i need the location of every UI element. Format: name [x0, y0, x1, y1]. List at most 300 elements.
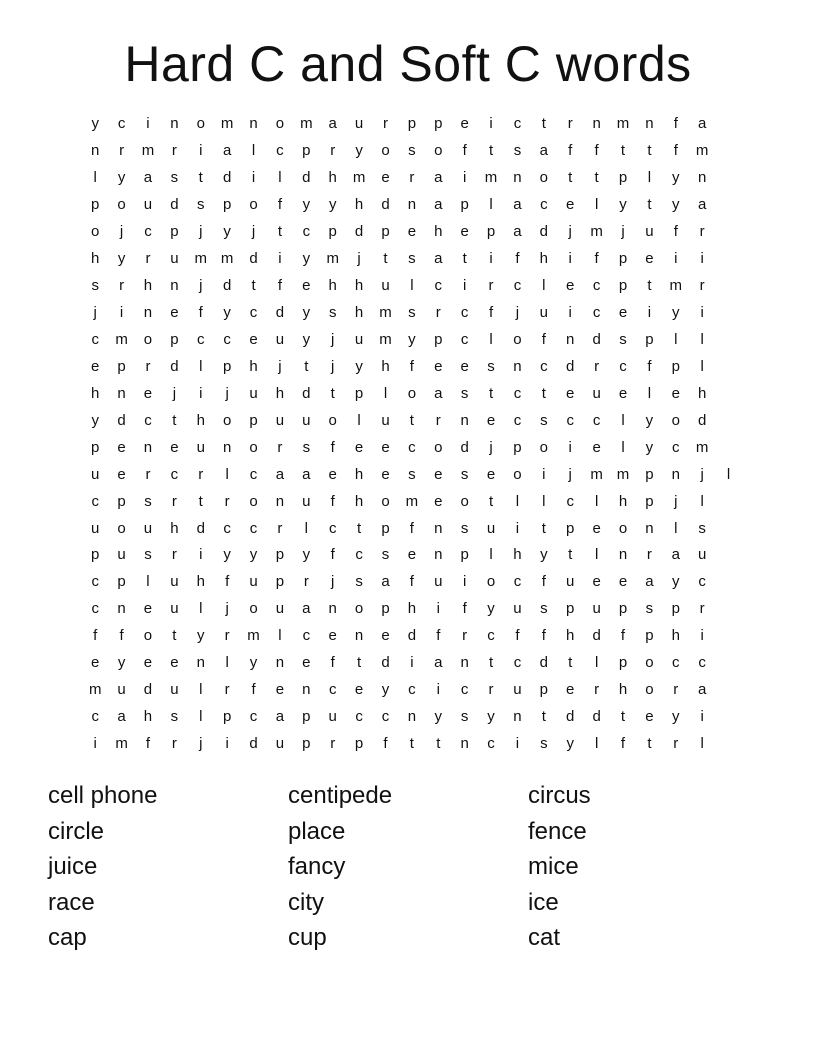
grid-letter: o [486, 573, 496, 591]
grid-letter: p [381, 519, 390, 537]
grid-letter: l [726, 465, 731, 483]
grid-letter: d [592, 330, 601, 348]
grid-letter: p [645, 492, 654, 510]
grid-letter: n [196, 654, 205, 672]
grid-letter: t [568, 546, 573, 564]
grid-letter: o [249, 196, 258, 214]
grid-letter: i [489, 115, 493, 133]
grid-letter: l [515, 492, 520, 510]
grid-letter: y [408, 330, 416, 348]
grid-letter: f [594, 250, 599, 268]
grid-letter: e [592, 438, 601, 456]
grid-letter: n [698, 169, 707, 187]
grid-letter: e [117, 465, 126, 483]
grid-letter: i [568, 304, 572, 322]
grid-letter: e [170, 438, 179, 456]
grid-letter: p [91, 546, 100, 564]
grid-letter: d [196, 519, 205, 537]
grid-letter: e [645, 250, 654, 268]
grid-letter: r [224, 492, 230, 510]
grid-row [82, 165, 738, 192]
grid-letter: a [698, 196, 707, 214]
grid-letter: u [513, 600, 522, 618]
grid-letter: c [144, 223, 152, 241]
grid-letter: e [486, 465, 496, 483]
grid-letter: y [117, 654, 126, 672]
grid-letter: t [330, 384, 335, 402]
grid-letter: j [119, 223, 124, 241]
grid-letter: e [671, 384, 680, 402]
grid-letter: n [434, 519, 443, 537]
grid-letter: f [383, 735, 388, 753]
grid-letter: l [383, 384, 388, 402]
grid-letter: m [484, 169, 498, 187]
grid-letter: f [673, 142, 678, 160]
grid-letter: a [698, 681, 707, 699]
grid-letter: l [674, 330, 678, 348]
grid-letter: f [673, 223, 678, 241]
grid-letter: a [434, 654, 443, 672]
grid-letter: m [379, 304, 392, 322]
grid-letter: l [647, 384, 652, 402]
grid-letter: r [224, 681, 230, 699]
grid-letter: a [302, 600, 311, 618]
grid-letter: i [278, 250, 282, 268]
grid-letter: m [616, 115, 630, 133]
grid-letter: c [540, 357, 548, 375]
grid-letter: e [645, 708, 654, 726]
grid-letter: s [540, 735, 548, 753]
grid-row [82, 731, 738, 758]
grid-letter: i [700, 250, 704, 268]
grid-letter: p [302, 708, 311, 726]
grid-row [82, 246, 738, 273]
grid-letter: p [645, 627, 654, 645]
grid-letter: m [220, 115, 234, 133]
grid-letter: f [515, 250, 520, 268]
grid-row [82, 327, 738, 354]
grid-letter: a [222, 142, 232, 160]
grid-letter: r [145, 250, 151, 268]
grid-letter: u [381, 277, 390, 295]
word-list-item: ice [528, 888, 559, 916]
grid-letter: c [197, 330, 205, 348]
grid-letter: u [434, 573, 443, 591]
grid-letter: l [278, 627, 282, 645]
grid-letter: f [515, 627, 520, 645]
grid-letter: y [249, 654, 258, 672]
grid-letter: c [91, 492, 99, 510]
grid-row [82, 138, 738, 165]
grid-letter: f [541, 627, 546, 645]
grid-letter: u [354, 115, 364, 133]
grid-letter: l [304, 519, 308, 537]
grid-letter: l [700, 357, 704, 375]
grid-letter: r [594, 681, 600, 699]
grid-letter: p [407, 115, 417, 133]
grid-letter: j [199, 735, 203, 753]
grid-letter: n [460, 654, 469, 672]
grid-letter: f [462, 600, 467, 618]
grid-letter: l [542, 492, 546, 510]
grid-letter: l [199, 708, 203, 726]
grid-letter: y [223, 304, 231, 322]
grid-letter: d [275, 304, 285, 322]
grid-letter: t [409, 735, 414, 753]
grid-letter: t [620, 708, 626, 726]
grid-letter: e [170, 654, 179, 672]
grid-letter: l [410, 277, 414, 295]
grid-letter: n [170, 115, 179, 133]
grid-letter: l [700, 492, 704, 510]
grid-letter: m [141, 142, 155, 160]
grid-letter: t [647, 735, 652, 753]
grid-letter: p [645, 330, 654, 348]
grid-letter: t [568, 654, 573, 672]
grid-letter: c [698, 654, 706, 672]
grid-letter: c [249, 519, 258, 537]
grid-letter: c [223, 330, 231, 348]
grid-letter: i [436, 681, 440, 699]
grid-letter: j [331, 330, 335, 348]
grid-letter: l [594, 492, 599, 510]
grid-letter: e [275, 681, 285, 699]
grid-letter: e [407, 223, 417, 241]
grid-letter: p [275, 546, 285, 564]
grid-letter: y [302, 304, 311, 322]
grid-letter: c [408, 438, 416, 456]
grid-letter: l [278, 169, 282, 187]
grid-letter: a [275, 465, 285, 483]
grid-letter: l [674, 519, 678, 537]
grid-letter: s [460, 384, 469, 402]
grid-letter: y [672, 573, 680, 591]
grid-letter: a [117, 708, 126, 726]
grid-letter: d [143, 681, 153, 699]
grid-letter: h [196, 411, 205, 429]
grid-letter: j [199, 223, 203, 241]
grid-row [82, 273, 738, 300]
grid-letter: t [594, 169, 599, 187]
grid-letter: e [381, 169, 390, 187]
grid-letter: n [222, 438, 232, 456]
grid-letter: y [91, 411, 99, 429]
grid-letter: e [143, 600, 153, 618]
grid-letter: s [381, 546, 390, 564]
grid-letter: o [275, 115, 285, 133]
grid-letter: i [410, 654, 414, 672]
grid-letter: l [647, 169, 652, 187]
grid-letter: j [331, 357, 335, 375]
grid-letter: p [170, 330, 179, 348]
grid-letter: o [222, 411, 232, 429]
grid-letter: r [224, 627, 230, 645]
grid-letter: p [539, 681, 548, 699]
grid-letter: a [645, 573, 654, 591]
grid-letter: l [489, 546, 493, 564]
grid-letter: h [671, 627, 680, 645]
grid-letter: u [354, 330, 364, 348]
grid-letter: p [91, 438, 100, 456]
grid-letter: f [277, 196, 283, 214]
grid-letter: m [300, 115, 313, 133]
grid-letter: a [434, 384, 443, 402]
grid-letter: m [247, 627, 260, 645]
grid-letter: a [434, 196, 443, 214]
grid-letter: y [328, 196, 337, 214]
grid-letter: o [513, 330, 522, 348]
grid-letter: u [143, 519, 153, 537]
grid-letter: t [647, 196, 652, 214]
grid-letter: s [170, 708, 179, 726]
grid-letter: c [540, 196, 548, 214]
grid-letter: a [381, 573, 390, 591]
grid-row [82, 111, 738, 138]
grid-letter: i [700, 708, 704, 726]
grid-letter: h [328, 169, 337, 187]
grid-letter: e [460, 357, 469, 375]
grid-letter: m [352, 169, 366, 187]
grid-letter: n [645, 115, 654, 133]
grid-letter: y [487, 708, 495, 726]
grid-letter: u [328, 708, 337, 726]
grid-letter: y [672, 196, 680, 214]
grid-letter: u [513, 681, 522, 699]
grid-letter: i [93, 735, 97, 753]
grid-letter: l [489, 196, 493, 214]
grid-letter: e [592, 573, 601, 591]
grid-letter: e [460, 223, 469, 241]
grid-letter: d [302, 169, 311, 187]
grid-letter: e [91, 654, 100, 672]
grid-letter: e [434, 492, 443, 510]
grid-letter: p [302, 142, 311, 160]
grid-letter: d [407, 627, 417, 645]
grid-letter: o [354, 600, 364, 618]
grid-letter: e [302, 654, 311, 672]
grid-letter: c [619, 357, 627, 375]
grid-letter: u [275, 411, 285, 429]
grid-letter: t [277, 223, 283, 241]
grid-letter: y [117, 250, 126, 268]
grid-letter: t [647, 277, 652, 295]
grid-letter: f [409, 357, 414, 375]
grid-letter: p [566, 600, 575, 618]
grid-letter: f [436, 627, 441, 645]
grid-letter: n [513, 357, 522, 375]
grid-letter: a [143, 169, 153, 187]
grid-row [82, 650, 738, 677]
grid-letter: r [435, 304, 441, 322]
grid-row [82, 219, 738, 246]
grid-letter: u [170, 250, 179, 268]
grid-letter: h [354, 196, 364, 214]
grid-letter: o [196, 115, 205, 133]
grid-letter: t [462, 250, 467, 268]
grid-letter: n [671, 465, 680, 483]
grid-letter: s [355, 573, 363, 591]
grid-letter: u [170, 600, 179, 618]
grid-letter: n [328, 600, 337, 618]
grid-letter: d [170, 196, 179, 214]
grid-letter: n [566, 330, 575, 348]
grid-letter: e [381, 465, 390, 483]
grid-letter: i [568, 250, 572, 268]
word-list-item: cap [48, 924, 87, 952]
grid-letter: h [618, 492, 628, 510]
grid-letter: c [460, 304, 469, 322]
grid-letter: c [698, 573, 706, 591]
grid-letter: l [357, 411, 361, 429]
grid-letter: c [328, 519, 337, 537]
grid-letter: p [645, 465, 654, 483]
grid-letter: p [275, 573, 285, 591]
grid-letter: u [91, 465, 100, 483]
grid-letter: c [170, 465, 179, 483]
grid-letter: n [117, 600, 126, 618]
grid-letter: o [328, 411, 337, 429]
grid-letter: e [486, 411, 496, 429]
grid-letter: m [115, 330, 128, 348]
grid-letter: e [566, 277, 575, 295]
word-list-item: cell phone [48, 782, 158, 809]
grid-letter: f [330, 492, 335, 510]
grid-letter: c [302, 223, 311, 241]
grid-letter: m [88, 681, 102, 699]
grid-letter: a [328, 115, 337, 133]
grid-letter: y [487, 600, 495, 618]
grid-letter: c [249, 304, 258, 322]
grid-letter: j [199, 277, 203, 295]
grid-letter: u [592, 600, 601, 618]
grid-letter: r [699, 223, 705, 241]
grid-letter: i [700, 304, 704, 322]
grid-letter: j [331, 573, 335, 591]
grid-letter: y [619, 196, 627, 214]
grid-letter: u [275, 330, 285, 348]
grid-letter: r [435, 411, 441, 429]
grid-row [82, 353, 738, 380]
grid-letter: p [354, 384, 364, 402]
grid-letter: t [198, 492, 203, 510]
grid-letter: c [513, 573, 522, 591]
word-list-item: fence [528, 817, 587, 845]
grid-letter: p [249, 411, 258, 429]
grid-letter: o [143, 330, 153, 348]
grid-letter: u [302, 411, 311, 429]
grid-letter: u [381, 411, 390, 429]
grid-letter: o [249, 438, 258, 456]
grid-letter: j [515, 304, 520, 322]
grid-letter: p [302, 735, 311, 753]
grid-letter: d [222, 169, 232, 187]
grid-letter: o [539, 438, 548, 456]
grid-letter: f [330, 438, 335, 456]
grid-letter: i [515, 735, 520, 753]
word-list-item: place [288, 817, 346, 845]
grid-letter: s [328, 304, 337, 322]
grid-letter: s [513, 142, 522, 160]
grid-letter: s [698, 519, 706, 537]
grid-letter: j [251, 223, 256, 241]
grid-letter: e [434, 465, 443, 483]
grid-letter: c [434, 277, 443, 295]
grid-letter: y [645, 438, 654, 456]
grid-letter: l [594, 654, 599, 672]
grid-letter: p [618, 600, 628, 618]
grid-row [82, 596, 738, 623]
grid-letter: y [540, 546, 548, 564]
grid-letter: j [568, 223, 572, 241]
grid-letter: u [566, 573, 575, 591]
grid-letter: l [251, 142, 256, 160]
grid-letter: o [117, 519, 126, 537]
grid-letter: n [645, 519, 654, 537]
grid-letter: c [592, 411, 601, 429]
grid-letter: u [302, 492, 311, 510]
grid-letter: p [618, 250, 628, 268]
grid-letter: i [700, 627, 704, 645]
grid-letter: a [434, 250, 443, 268]
grid-letter: u [645, 223, 654, 241]
grid-letter: f [145, 735, 151, 753]
grid-letter: m [590, 465, 603, 483]
grid-letter: r [673, 681, 679, 699]
grid-letter: l [225, 465, 229, 483]
grid-letter: e [566, 196, 575, 214]
grid-letter: o [143, 627, 153, 645]
word-list-item: cup [288, 924, 327, 952]
grid-letter: i [542, 465, 546, 483]
grid-letter: p [381, 600, 390, 618]
grid-letter: o [434, 142, 443, 160]
grid-letter: i [199, 142, 203, 160]
grid-letter: n [170, 277, 179, 295]
grid-letter: f [409, 573, 414, 591]
grid-letter: c [513, 411, 522, 429]
grid-letter: t [488, 384, 494, 402]
grid-letter: r [277, 438, 283, 456]
grid-letter: o [91, 223, 100, 241]
grid-letter: n [513, 708, 522, 726]
grid-letter: r [171, 735, 177, 753]
grid-letter: u [249, 573, 258, 591]
grid-letter: a [275, 708, 285, 726]
grid-letter: m [115, 735, 128, 753]
grid-letter: t [488, 142, 494, 160]
grid-letter: u [249, 384, 258, 402]
grid-letter: c [328, 681, 337, 699]
grid-letter: e [460, 115, 469, 133]
grid-letter: t [357, 654, 362, 672]
grid-letter: s [144, 492, 152, 510]
grid-letter: l [700, 330, 704, 348]
grid-letter: h [143, 277, 153, 295]
grid-letter: j [357, 250, 361, 268]
grid-letter: d [249, 735, 258, 753]
grid-letter: j [621, 223, 625, 241]
grid-letter: l [542, 277, 546, 295]
grid-letter: o [645, 654, 654, 672]
grid-letter: t [383, 250, 388, 268]
grid-letter: c [91, 573, 99, 591]
grid-letter: o [513, 465, 522, 483]
grid-letter: h [381, 357, 390, 375]
grid-row [82, 515, 738, 542]
grid-letter: r [171, 546, 177, 564]
grid-letter: a [539, 142, 548, 160]
grid-letter: h [91, 384, 100, 402]
